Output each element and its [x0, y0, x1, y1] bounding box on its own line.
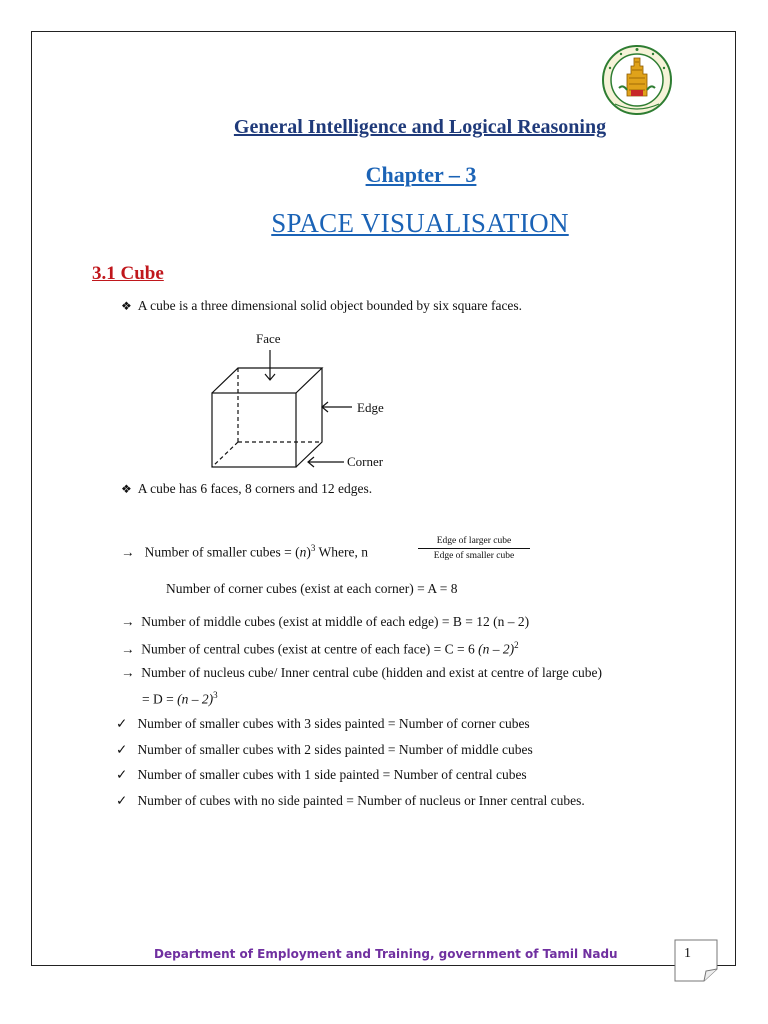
- face-label: Face: [256, 331, 281, 346]
- painted-item: ✓ Number of cubes with no side painted = Number of nucleus or Inner central cubes.: [116, 793, 585, 808]
- checkmark-icon: ✓: [116, 767, 128, 782]
- chapter-heading: Chapter – 3: [365, 162, 477, 187]
- middle-cubes-line: → Number of middle cubes (exist at middle of each edge) = B = 12 (n – 2): [121, 614, 530, 629]
- document-title: General Intelligence and Logical Reasoning: [233, 116, 607, 138]
- facts-bullet: [121, 481, 372, 497]
- intro-text: A cube is a three dimensional solid object bounded by six square faces.: [137, 298, 523, 313]
- nucleus-cubes-line: → Number of nucleus cube/ Inner central cube (hidden and exist at centre of large cube): [121, 665, 603, 680]
- cube-top-face: [212, 368, 322, 393]
- diamond-bullet-icon: ❖: [121, 299, 132, 313]
- arrow-bullet-icon: →: [121, 665, 135, 680]
- corner-label: Corner: [347, 454, 384, 469]
- arrow-bullet-icon: →: [121, 614, 135, 629]
- arrow-bullet-icon: →: [121, 544, 135, 560]
- edge-ratio-fraction: [418, 536, 530, 561]
- nucleus-formula-line: = D = (n – 2)$^3$: [142, 690, 218, 707]
- fraction-numerator: Edge of larger cube: [418, 536, 530, 549]
- tamil-nadu-emblem-icon: [601, 44, 673, 116]
- cube-diagram: [200, 330, 410, 480]
- page-number: 1: [684, 946, 691, 961]
- formula-line: → Number of smaller cubes = $(n)^3$ Where, n: [121, 543, 368, 560]
- central-cubes-line: → Number of central cubes (exist at centre of each face) = C = 6 (n – 2)$^2$: [121, 640, 519, 657]
- topic-title: SPACE VISUALISATION: [271, 208, 569, 238]
- facts-text: A cube has 6 faces, 8 corners and 12 edges.: [137, 481, 373, 496]
- painted-item: ✓ Number of smaller cubes with 1 side painted = Number of central cubes: [116, 767, 527, 782]
- checkmark-icon: ✓: [116, 793, 128, 808]
- fraction-denominator: Edge of smaller cube: [433, 551, 515, 561]
- checkmark-icon: ✓: [116, 716, 128, 731]
- cube-right-face: [296, 368, 322, 467]
- footer-department: Department of Employment and Training, government of Tamil Nadu: [154, 947, 618, 961]
- diamond-bullet-icon: ❖: [121, 482, 132, 496]
- section-heading: 3.1 Cube: [92, 263, 164, 284]
- painted-item: ✓ Number of smaller cubes with 3 sides painted = Number of corner cubes: [116, 716, 530, 731]
- page-number-box: [674, 939, 718, 982]
- edge-label: Edge: [357, 400, 384, 415]
- corner-cubes-line: Number of corner cubes (exist at each corner) = A = 8: [166, 581, 458, 596]
- cube-front-face: [212, 393, 296, 467]
- painted-item: ✓ Number of smaller cubes with 2 sides painted = Number of middle cubes: [116, 742, 533, 757]
- checkmark-icon: ✓: [116, 742, 128, 757]
- arrow-bullet-icon: →: [121, 641, 135, 657]
- intro-bullet: [121, 298, 522, 314]
